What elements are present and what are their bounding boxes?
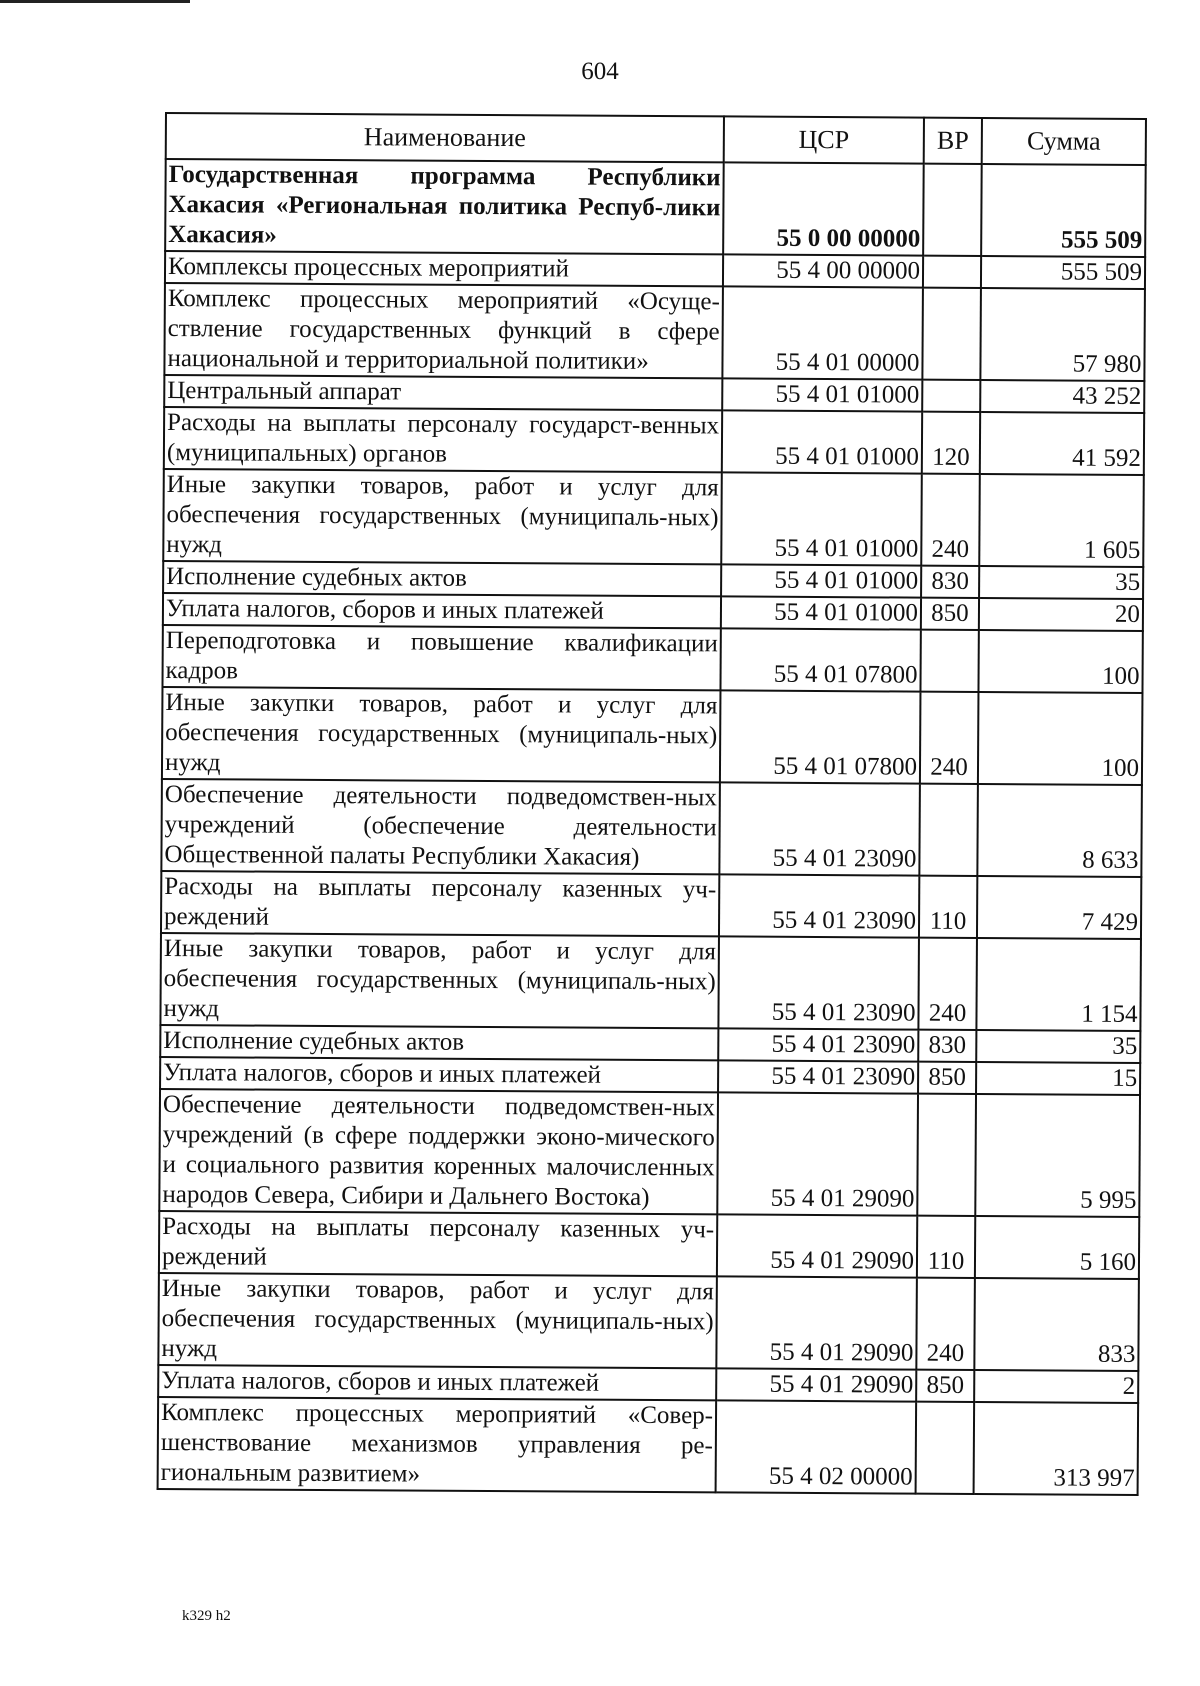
sum-cell: 57 980: [980, 288, 1145, 381]
sum-cell: 15: [976, 1062, 1140, 1095]
name-cell: Расходы на выплаты персоналу казенных уч-реждений: [161, 871, 719, 936]
csr-cell: 55 0 00 00000: [723, 162, 924, 255]
vr-cell: 850: [916, 1370, 974, 1402]
vr-cell: [920, 630, 978, 692]
sum-cell: 833: [974, 1278, 1139, 1371]
budget-table-wrapper: [157, 112, 1145, 1496]
vr-cell: [917, 1094, 976, 1216]
csr-cell: 55 4 01 23090: [719, 782, 920, 875]
table-row: [164, 407, 1144, 475]
name-cell: Комплекс процессных мероприятий «Осуще-ствление государственных функций в сфере национальной и территориальной политики»: [164, 283, 723, 378]
vr-cell: 240: [918, 938, 977, 1030]
budget-table: [157, 112, 1147, 1496]
sum-cell: 2: [974, 1370, 1138, 1403]
csr-cell: 55 4 01 29090: [716, 1276, 917, 1369]
sum-cell: 8 633: [977, 784, 1142, 877]
sum-cell: 43 252: [980, 380, 1144, 413]
name-cell: Центральный аппарат: [164, 375, 722, 410]
vr-cell: 110: [917, 1216, 975, 1278]
table-row: [158, 1397, 1139, 1495]
vr-cell: 110: [919, 876, 977, 938]
table-header-row: [166, 113, 1146, 165]
vr-cell: 240: [916, 1278, 975, 1370]
name-cell: Комплекс процессных мероприятий «Совер-шенствование механизмов управления ре-гиональным развитием»: [158, 1397, 717, 1492]
header-name: Наименование: [166, 113, 724, 162]
page-number: 604: [581, 58, 619, 85]
table-row: [162, 625, 1142, 693]
name-cell: Иные закупки товаров, работ и услуг для обеспечения государственных (муниципаль-ных) нужд: [160, 933, 719, 1028]
csr-cell: 55 4 01 23090: [719, 874, 919, 937]
csr-cell: 55 4 01 01000: [721, 472, 922, 565]
vr-cell: 240: [920, 692, 979, 784]
csr-cell: 55 4 01 29090: [716, 1368, 916, 1401]
csr-cell: 55 4 01 07800: [720, 628, 920, 691]
vr-cell: [922, 380, 980, 412]
name-cell: Иные закупки товаров, работ и услуг для обеспечения государственных (муниципаль-ных) нужд: [162, 687, 721, 782]
csr-cell: 55 4 01 29090: [717, 1092, 918, 1215]
vr-cell: [919, 784, 978, 876]
vr-cell: 850: [918, 1062, 976, 1094]
header-vr: ВР: [924, 118, 982, 164]
header-sum: Сумма: [982, 118, 1146, 165]
name-cell: Расходы на выплаты персоналу казенных уч-реждений: [159, 1211, 717, 1276]
sum-cell: 5 995: [975, 1094, 1140, 1217]
name-cell: Исполнение судебных актов: [163, 561, 721, 596]
sum-cell: 1 154: [976, 938, 1141, 1031]
name-cell: Исполнение судебных актов: [160, 1025, 718, 1060]
csr-cell: 55 4 01 23090: [718, 1060, 918, 1093]
table-row: [160, 933, 1141, 1031]
vr-cell: 850: [921, 598, 979, 630]
sum-cell: 7 429: [977, 876, 1141, 939]
name-cell: Иные закупки товаров, работ и услуг для обеспечения государственных (муниципаль-ных) нужд: [158, 1273, 717, 1368]
name-cell: Уплата налогов, сборов и иных платежей: [163, 593, 721, 628]
name-cell: Уплата налогов, сборов и иных платежей: [158, 1365, 716, 1400]
vr-cell: [923, 164, 982, 256]
csr-cell: 55 4 01 29090: [717, 1214, 917, 1277]
table-row: [158, 1273, 1139, 1371]
csr-cell: 55 4 02 00000: [716, 1400, 917, 1493]
table-row: [161, 779, 1142, 877]
footer-code: k329 h2: [182, 1608, 231, 1624]
sum-cell: 5 160: [975, 1216, 1139, 1279]
table-row: [161, 871, 1141, 939]
vr-cell: 830: [918, 1030, 976, 1062]
sum-cell: 555 509: [981, 256, 1145, 289]
table-row: [165, 159, 1146, 257]
csr-cell: 55 4 01 01000: [722, 378, 922, 411]
sum-cell: 555 509: [981, 164, 1146, 257]
header-csr: ЦСР: [724, 116, 924, 163]
csr-cell: 55 4 01 07800: [720, 690, 921, 783]
vr-cell: [923, 256, 981, 288]
vr-cell: [916, 1402, 975, 1494]
vr-cell: 120: [922, 412, 980, 474]
sum-cell: 100: [978, 630, 1142, 693]
name-cell: Обеспечение деятельности подведомствен-ных учреждений (обеспечение деятельности Общественной палаты Республики Хакасия): [161, 779, 720, 874]
sum-cell: 100: [978, 692, 1143, 785]
vr-cell: 830: [921, 566, 979, 598]
csr-cell: 55 4 01 01000: [721, 564, 921, 597]
name-cell: Обеспечение деятельности подведомствен-ных учреждений (в сфере поддержки эконо-мического и социального развития коренных малочисленных народов Севера, Сибири и Дальнего Востока): [159, 1089, 718, 1214]
sum-cell: 35: [976, 1030, 1140, 1063]
table-row: [162, 687, 1143, 785]
name-cell: Уплата налогов, сборов и иных платежей: [160, 1057, 718, 1092]
sum-cell: 313 997: [974, 1402, 1139, 1495]
table-row: [163, 469, 1144, 567]
name-cell: Государственная программа Республики Хакасия «Региональная политика Респуб-лики Хакасия»: [165, 159, 724, 254]
table-row: [159, 1089, 1140, 1217]
vr-cell: [922, 288, 981, 380]
sum-cell: 41 592: [980, 412, 1144, 475]
csr-cell: 55 4 01 23090: [718, 1028, 918, 1061]
csr-cell: 55 4 01 01000: [722, 410, 922, 473]
csr-cell: 55 4 00 00000: [723, 254, 923, 287]
table-body: [158, 159, 1146, 1495]
csr-cell: 55 4 01 00000: [722, 286, 923, 379]
name-cell: Расходы на выплаты персоналу государст-венных (муниципальных) органов: [164, 407, 722, 472]
csr-cell: 55 4 01 01000: [721, 596, 921, 629]
sum-cell: 35: [979, 566, 1143, 599]
name-cell: Комплексы процессных мероприятий: [165, 251, 723, 286]
table-row: [164, 283, 1145, 381]
vr-cell: 240: [921, 474, 980, 566]
table-row: [159, 1211, 1139, 1279]
sum-cell: 20: [979, 598, 1143, 631]
csr-cell: 55 4 01 23090: [718, 936, 919, 1029]
name-cell: Переподготовка и повышение квалификации кадров: [162, 625, 720, 690]
name-cell: Иные закупки товаров, работ и услуг для обеспечения государственных (муниципаль-ных) нужд: [163, 469, 722, 564]
sum-cell: 1 605: [979, 474, 1144, 567]
scan-edge-mark: [0, 0, 190, 3]
